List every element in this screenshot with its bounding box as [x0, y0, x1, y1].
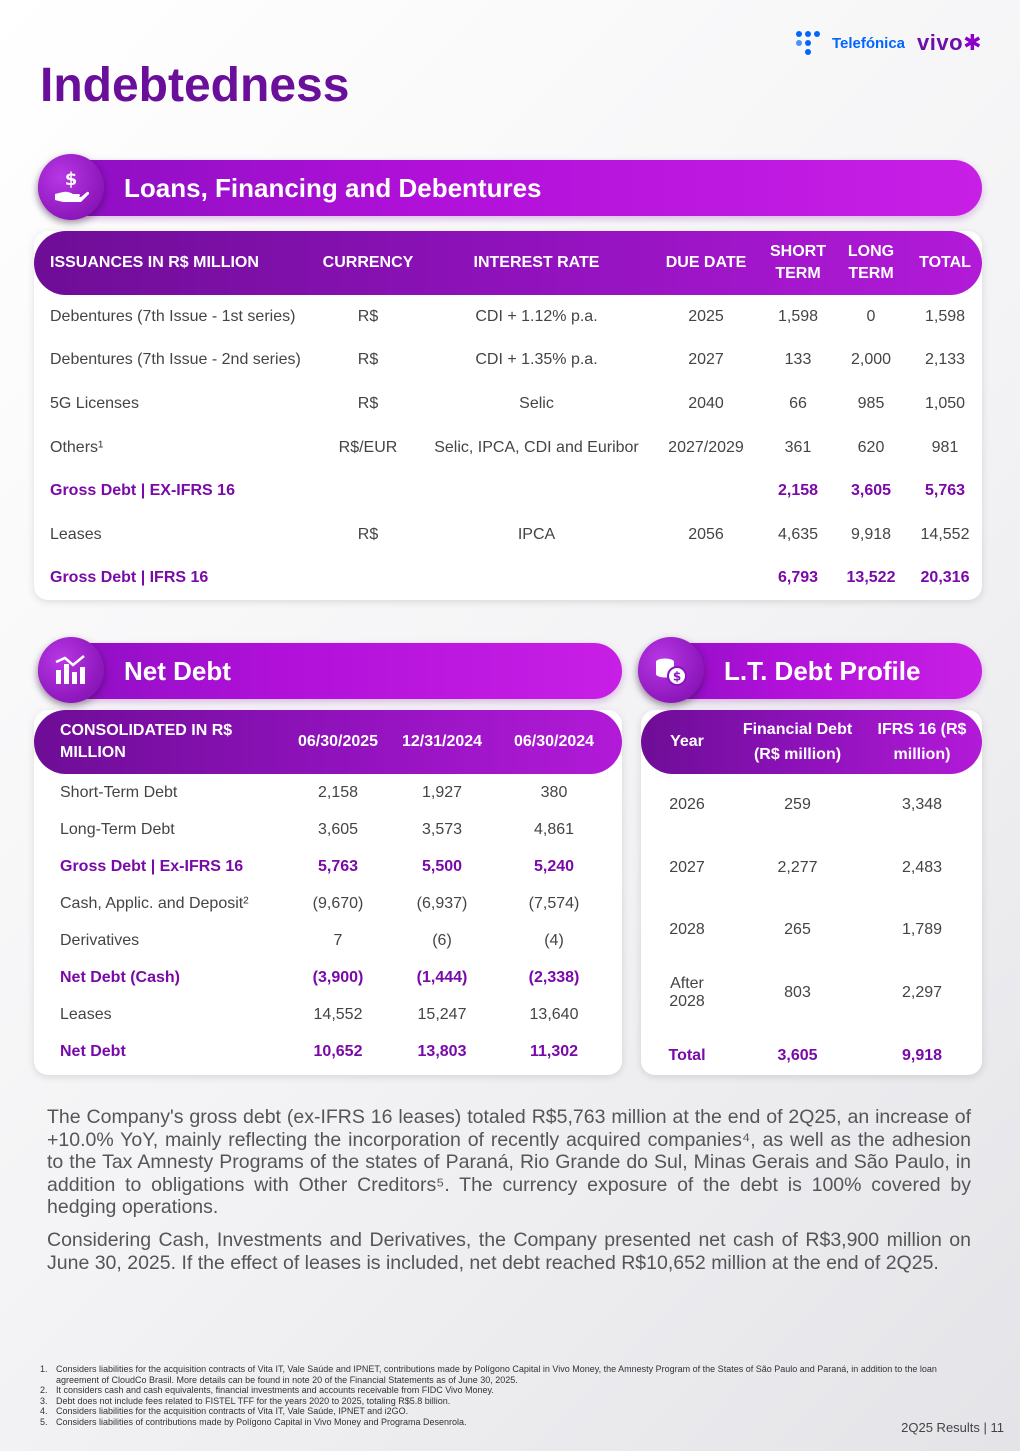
cell-label: Short-Term Debt: [60, 783, 178, 801]
cell-long-term: 0: [866, 307, 876, 325]
footnote: 4. Considers liabilities for the acquisition contracts of Vita IT, Vale Saúde, IPNET and i2GO.: [40, 1406, 409, 1416]
cell-label: Net Debt (Cash): [60, 968, 181, 986]
footnote-text: Considers liabilities of contributions made by Polígono Capital in Vivo Money and Programa Desenrola.: [56, 1416, 467, 1427]
net-debt-table-header: [34, 710, 622, 774]
cell-year: 2027: [669, 858, 705, 876]
col-header-issuances: ISSUANCES IN R$ MILLION: [50, 254, 259, 271]
table-row: [641, 899, 982, 962]
cell-label: Debentures (7th Issue - 2nd series): [50, 351, 301, 369]
vivo-figure-icon: ✱: [963, 30, 982, 55]
cell-total: 5,763: [924, 482, 966, 500]
cell-label: Gross Debt | EX-IFRS 16: [50, 482, 235, 500]
cell-short-term: 2,158: [777, 482, 819, 500]
table-row: [34, 426, 982, 470]
table-row: [34, 922, 622, 959]
net-debt-section-header: [38, 643, 622, 699]
cell-year: 2028: [669, 921, 705, 939]
cell-short-term: 4,635: [777, 525, 819, 543]
cell-value: (7,574): [528, 894, 580, 912]
footnote: 2. It considers cash and cash equivalents, financial investments and accounts receivable from FIDC Vivo Money.: [40, 1385, 494, 1395]
cell-value: 13,640: [529, 1005, 579, 1023]
cell-long-term: 9,918: [850, 525, 892, 543]
cell-year: After 2028: [669, 975, 705, 1011]
cell-short-term: 66: [789, 394, 807, 412]
table-row-subtotal: [34, 959, 622, 996]
cell-interest: Selic: [519, 394, 554, 412]
cell-due-date: 2040: [688, 394, 724, 412]
cell-currency: [313, 557, 423, 600]
lt-debt-table-card: [641, 710, 982, 1075]
footnote-text: Considers liabilities for the acquisition contracts of Vita IT, Vale Saúde, IPNET and i2GO.: [56, 1406, 409, 1416]
cell-value: 380: [540, 783, 568, 801]
cell-label: Gross Debt | Ex-IFRS 16: [60, 857, 244, 875]
col-header-date-3: 06/30/2024: [513, 733, 595, 750]
cell-value: 3,348: [901, 796, 943, 814]
cell-currency: [313, 469, 423, 513]
cell-total: 14,552: [920, 525, 970, 543]
cell-value: 803: [784, 984, 811, 1002]
cell-label: Leases: [50, 525, 102, 543]
col-header-financial-debt: Financial Debt (R$ million): [742, 721, 853, 763]
cell-due-date: 2056: [688, 525, 724, 543]
lt-debt-section-title: L.T. Debt Profile: [724, 656, 921, 686]
cell-due-date: 2027: [688, 351, 724, 369]
col-header-short-term: SHORT TERM: [770, 243, 826, 282]
cell-long-term: 620: [857, 438, 885, 456]
cell-currency: R$: [357, 351, 379, 369]
telefonica-logo-icon: [796, 31, 820, 55]
net-debt-table-card: [34, 710, 622, 1075]
cell-currency: R$: [357, 394, 379, 412]
col-header-date-2: 12/31/2024: [401, 733, 483, 750]
cell-value: 2,297: [901, 984, 943, 1002]
cell-label: Long-Term Debt: [60, 820, 175, 838]
cell-due-date: [650, 469, 762, 513]
cell-interest: [423, 469, 650, 513]
table-row-total: [34, 1033, 622, 1070]
footnote-text: Debt does not include fees related to FISTEL TFF for the years 2020 to 2025, totaling R$5.8 billion.: [56, 1395, 451, 1406]
table-row: [641, 774, 982, 837]
lt-debt-table-header: [641, 710, 982, 774]
cell-value: 259: [784, 796, 811, 814]
cell-interest: CDI + 1.35% p.a.: [475, 351, 598, 369]
cell-interest: Selic, IPCA, CDI and Euribor: [434, 438, 639, 456]
cell-label: Derivatives: [60, 931, 140, 949]
cell-value: 7: [333, 931, 343, 949]
cell-value: 3,573: [421, 820, 463, 838]
cell-total: 2,133: [924, 351, 966, 369]
cell-value: 5,763: [317, 857, 359, 875]
cell-value: (2,338): [528, 968, 580, 986]
table-row-subtotal: [34, 848, 622, 885]
cell-value: (3,900): [312, 968, 364, 986]
cell-year: Total: [668, 1046, 706, 1064]
loans-table: [34, 231, 982, 600]
cell-interest: CDI + 1.12% p.a.: [475, 307, 598, 325]
table-row-total: [641, 1024, 982, 1075]
footnote: 5. Considers liabilities of contributions made by Polígono Capital in Vivo Money and Programa Desenrola.: [40, 1416, 467, 1427]
cell-short-term: 361: [784, 438, 812, 456]
col-header-ifrs16: IFRS 16 (R$ million): [877, 721, 967, 763]
cell-due-date: 2027/2029: [668, 438, 744, 456]
cell-value: 14,552: [313, 1005, 363, 1023]
table-row-subtotal: [34, 469, 982, 513]
cell-long-term: 2,000: [850, 351, 892, 369]
cell-label: Others¹: [50, 438, 104, 456]
cell-value: (9,670): [312, 894, 364, 912]
footnotes: [40, 1364, 970, 1427]
cell-due-date: 2025: [688, 307, 724, 325]
svg-text:$: $: [672, 669, 682, 684]
cell-value: 3,605: [777, 1046, 818, 1064]
cell-label: Leases: [60, 1005, 112, 1023]
net-debt-section-title: Net Debt: [124, 656, 231, 686]
table-row-total: [34, 557, 982, 600]
cell-label: Debentures (7th Issue - 1st series): [50, 307, 296, 325]
cell-value: 15,247: [417, 1005, 467, 1023]
table-row: [34, 513, 982, 557]
loans-section-title: Loans, Financing and Debentures: [124, 173, 542, 203]
col-header-total: TOTAL: [919, 254, 971, 271]
page-title: Indebtedness: [40, 59, 350, 112]
hand-money-icon: [38, 154, 104, 220]
cell-long-term: 985: [857, 394, 885, 412]
footnote: 3. Debt does not include fees related to FISTEL TFF for the years 2020 to 2025, totaling R$5.8 billion.: [40, 1395, 451, 1406]
table-row: [34, 339, 982, 383]
lt-debt-table: [641, 710, 982, 1075]
telefonica-logo-text: Telefónica: [831, 34, 906, 52]
cell-value: 2,158: [317, 783, 359, 801]
cell-label: Cash, Applic. and Deposit²: [60, 894, 249, 912]
lt-debt-section-header: [638, 643, 982, 699]
table-row: [34, 382, 982, 426]
bar-chart-icon: [38, 637, 104, 703]
footnote: 1. Considers liabilities for the acquisition contracts of Vita IT, Vale Saúde and IPNET, contributions made by Polígono Capital in Vivo Money, the Amnesty Program of the States of São Paulo and Paraná, in addition to the loan agreement of CloudCo Brasil. More details can be found in note 20 of the Financial Statements as of June 30, 2025.: [40, 1364, 970, 1385]
cell-value: 4,861: [533, 820, 575, 838]
cell-value: 5,500: [421, 857, 463, 875]
col-header-year: Year: [670, 733, 704, 750]
cell-value: (4): [544, 931, 564, 949]
cell-short-term: 6,793: [777, 569, 819, 587]
cell-label: 5G Licenses: [50, 394, 139, 412]
footnote-text: Considers liabilities for the acquisition contracts of Vita IT, Vale Saúde and IPNET, contributions made by Polígono Capital in Vivo Money, the Amnesty Program of the States of São Paulo and Paraná, in addition to the loan agreement of CloudCo Brasil. More details can be found in note 20 of the Financial Statements as of June 30, 2025.: [56, 1364, 937, 1385]
page-number: 2Q25 Results | 11: [901, 1420, 1004, 1435]
cell-long-term: 3,605: [850, 482, 892, 500]
paragraph-gross-debt: The Company's gross debt (ex-IFRS 16 leases) totaled R$5,763 million at the end of 2Q25, an increase of +10.0% YoY, mainly reflecting the incorporation of recently acquired companies⁴, as well as the adhesion to the Tax Amnesty Programs of the states of Paraná, Rio Grande do Sul, Minas Gerais and São Paulo, in addition to obligations with Other Creditors⁵. The currency exposure of the debt is 100% covered by hedging operations.: [47, 1106, 971, 1218]
cell-long-term: 13,522: [846, 569, 896, 587]
cell-value: (6,937): [416, 894, 468, 912]
cell-total: 981: [931, 438, 959, 456]
loans-table-header: [34, 231, 982, 295]
cell-short-term: 1,598: [777, 307, 819, 325]
cell-total: 1,598: [924, 307, 966, 325]
footnote-text: It considers cash and cash equivalents, financial investments and accounts receivable from FIDC Vivo Money.: [56, 1385, 494, 1395]
svg-text:$: $: [64, 169, 78, 190]
cell-total: 1,050: [924, 394, 966, 412]
loans-table-card: [34, 231, 982, 600]
cell-value: 1,927: [421, 783, 463, 801]
table-row: [34, 885, 622, 922]
vivo-logo: [917, 30, 982, 56]
col-header-date-1: 06/30/2025: [297, 733, 379, 750]
cell-value: 9,918: [901, 1046, 943, 1064]
cell-value: (1,444): [416, 968, 468, 986]
cell-value: 3,605: [317, 820, 359, 838]
cell-value: 1,789: [901, 921, 943, 939]
table-row: [34, 774, 622, 811]
cell-value: 11,302: [529, 1042, 579, 1060]
col-header-currency: CURRENCY: [322, 254, 414, 271]
cell-interest: [423, 557, 650, 600]
cell-currency: R$/EUR: [338, 438, 398, 456]
table-row: [641, 962, 982, 1025]
cell-total: 20,316: [920, 569, 970, 587]
cell-value: 265: [784, 921, 811, 939]
cell-value: (6): [432, 931, 452, 949]
col-header-long-term: LONG TERM: [847, 243, 895, 282]
cell-value: 13,803: [417, 1042, 467, 1060]
loans-section-header: [38, 160, 982, 216]
table-row: [34, 295, 982, 339]
coins-icon: [638, 637, 704, 703]
cell-label: Net Debt: [60, 1042, 126, 1060]
col-header-interest-rate: INTEREST RATE: [473, 254, 600, 271]
vivo-logo-text: vivo: [917, 30, 964, 55]
cell-value: 5,240: [533, 857, 575, 875]
cell-year: 2026: [669, 796, 705, 814]
table-row: [34, 996, 622, 1033]
table-row: [34, 811, 622, 848]
cell-value: 10,652: [313, 1042, 363, 1060]
cell-value: 2,483: [901, 858, 943, 876]
cell-short-term: 133: [784, 351, 812, 369]
net-debt-table: [34, 710, 622, 1070]
table-row: [641, 837, 982, 900]
cell-label: Gross Debt | IFRS 16: [50, 569, 209, 587]
cell-interest: IPCA: [517, 525, 556, 543]
col-header-consolidated: CONSOLIDATED IN R$ MILLION: [60, 722, 233, 761]
cell-currency: R$: [357, 525, 379, 543]
col-header-due-date: DUE DATE: [665, 254, 747, 271]
paragraph-net-cash: Considering Cash, Investments and Derivatives, the Company presented net cash of R$3,900 million on June 30, 2025. If the effect of leases is included, net debt reached R$10,652 million at the end of 2Q25.: [47, 1229, 971, 1274]
cell-value: 2,277: [777, 858, 818, 876]
brand-logos: [796, 30, 982, 56]
cell-currency: R$: [357, 307, 379, 325]
cell-due-date: [650, 557, 762, 600]
